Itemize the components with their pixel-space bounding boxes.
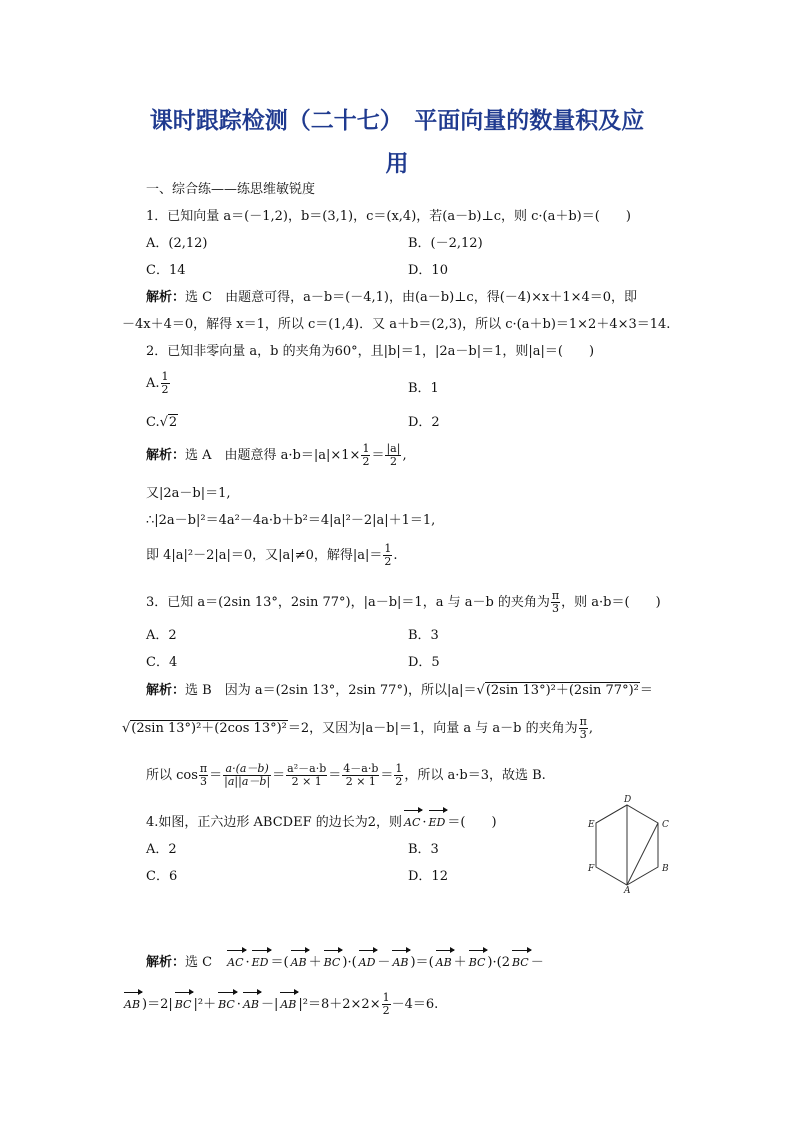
q2-solution-line2: 又|2a－b|＝1, (146, 486, 231, 501)
vector-ed: ED (252, 948, 269, 972)
comma: , (402, 448, 407, 463)
radicand: 2 (168, 415, 178, 430)
numerator: a²－a·b (287, 762, 327, 775)
vector-ab: AB (392, 948, 408, 972)
q3-solution-line2: √(2sin 13°)²＋(2cos 13°)²＝2，又因为|a－b|＝1，向量 a 与 a－b 的夹角为 $\frac{\pi}{3}$ , (122, 715, 593, 741)
solution-label: 解析： (146, 448, 186, 463)
equals: ＝ (639, 683, 653, 698)
denominator: 2 (389, 455, 397, 468)
sq-plus: |²＋ (193, 997, 217, 1012)
q4-solution-line1 (146, 948, 544, 972)
fraction (551, 590, 560, 615)
segment-ed (596, 805, 627, 823)
fraction (385, 443, 401, 468)
two-paren: ·(2 (492, 955, 510, 970)
q2-c-prefix: C. (146, 415, 160, 430)
dot: · (422, 815, 427, 830)
q3-sol2-text: ＝2，又因为|a－b|＝1，向量 a 与 a－b 的夹角为 (287, 721, 578, 736)
comma: , (588, 721, 593, 736)
paren: ( (351, 955, 357, 970)
paren: ( (428, 955, 434, 970)
q3-sol1-text: 选 B 因为 a＝(2sin 13°，2sin 77°)，所以|a|＝ (185, 683, 477, 698)
q4-stem (146, 808, 497, 832)
denominator: 2 × 1 (345, 775, 376, 788)
vector-bc: BC (175, 990, 192, 1014)
paren: ) (487, 955, 493, 970)
numerator: 1 (384, 542, 392, 555)
vector-ab: AB (243, 990, 259, 1014)
equals: ＝ (415, 955, 429, 970)
fraction (579, 716, 588, 741)
q2-sol4-text: 即 4|a|²－2|a|＝0，又|a|≠0，解得|a|＝ (146, 548, 383, 563)
label-a: A (624, 886, 631, 893)
vector-ad: AD (359, 948, 376, 972)
fraction (342, 763, 379, 788)
radicand: (2sin 13°)²＋(2sin 77°)² (485, 683, 639, 698)
sq-end: |²＝8＋2×2× (298, 997, 381, 1012)
numerator: π (579, 715, 587, 728)
fraction (383, 543, 392, 568)
q4-solution-line2 (122, 990, 438, 1017)
label-d: D (624, 795, 632, 805)
q1-solution-line2: －4x＋4＝0，解得 x＝1，所以 c＝(1,4)．又 a＋b＝(2,3)，所以 c·(a＋b)＝1×2＋4×3＝14. (122, 317, 671, 332)
numerator: π (199, 762, 208, 775)
q3-option-b: B．3 (408, 628, 439, 643)
equals: ＝ (270, 955, 284, 970)
q4-stem-tail: ＝( ) (447, 815, 497, 830)
fraction (161, 371, 170, 396)
q2-sol-text: 选 A 由题意得 a·b＝|a|×1× (185, 448, 361, 463)
vector-ab: AB (291, 948, 307, 972)
q1-option-b: B．(－2,12) (408, 236, 483, 251)
vector-ab: AB (436, 948, 452, 972)
solution-label: 解析： (146, 955, 186, 970)
q4-option-a: A．2 (146, 842, 177, 857)
q4-sol2-text: )＝2| (142, 997, 173, 1012)
numerator: 1 (395, 762, 403, 775)
q3-stem (146, 590, 661, 615)
q3-option-c: C．4 (146, 655, 178, 670)
denominator: 2 × 1 (291, 775, 322, 788)
denominator: 3 (200, 775, 208, 788)
dot: · (347, 955, 352, 970)
period: . (393, 548, 398, 563)
numerator: π (551, 589, 560, 602)
hexagon-figure (585, 793, 677, 893)
label-c: C (662, 820, 669, 830)
denominator: 2 (362, 455, 370, 468)
denominator: |a||a－b| (224, 775, 271, 788)
q4-sol-tail: －4＝6. (391, 997, 439, 1012)
vector-ab: AB (280, 990, 296, 1014)
q1-option-c: C．14 (146, 263, 186, 278)
denominator: 3 (579, 728, 587, 741)
radicand: (2sin 13°)²＋(2cos 13°)² (131, 721, 287, 736)
plus: ＋ (453, 955, 467, 970)
q2-option-a (146, 371, 171, 396)
fraction (394, 763, 403, 788)
q3-sol3-tail: ，所以 a·b＝3，故选 B. (404, 768, 546, 783)
fraction (223, 763, 271, 788)
q4-choice: 选 C (185, 955, 213, 970)
numerator: 4－a·b (343, 762, 379, 775)
fraction (382, 992, 391, 1017)
q2-solution-line3: ∴|2a－b|²＝4a²－4a·b＋b²＝4|a|²－2|a|＋1＝1, (146, 513, 436, 528)
numerator: 1 (161, 370, 169, 383)
cos-label: 所以 cos (146, 768, 198, 783)
solution-label: 解析： (146, 290, 186, 305)
solution-label: 解析： (146, 683, 186, 698)
plus: ＋ (308, 955, 322, 970)
q3-option-a: A．2 (146, 628, 177, 643)
paren: ) (410, 955, 416, 970)
q2-solution-line4 (146, 543, 398, 568)
page-title-cont: 用 (385, 151, 409, 177)
denominator: 3 (552, 602, 560, 615)
numerator: |a| (386, 442, 401, 455)
q3-solution-line1: 解析：选 B 因为 a＝(2sin 13°，2sin 77°)，所以|a|＝√(2sin 13°)²＋(2sin 77°)²＝ (146, 683, 653, 698)
vector-bc: BC (218, 990, 235, 1014)
q1-solution-line1 (146, 289, 637, 307)
denominator: 2 (384, 555, 392, 568)
q2-option-c: C.√2 (146, 415, 178, 430)
numerator: a·(a－b) (223, 763, 271, 776)
vector-bc: BC (469, 948, 486, 972)
q2-option-b: B．1 (408, 381, 439, 396)
denominator: 2 (382, 1004, 390, 1017)
vector-ed: ED (429, 808, 446, 832)
q4-option-c: C．6 (146, 869, 178, 884)
dot: · (245, 955, 250, 970)
vector-ac: AC (227, 948, 243, 972)
paren: ) (342, 955, 348, 970)
page-title: 课时跟踪检测（二十七） 平面向量的数量积及应 (149, 108, 645, 134)
fraction (199, 763, 208, 788)
label-b: B (662, 864, 669, 874)
denominator: 2 (395, 775, 403, 788)
denominator: 2 (161, 383, 169, 396)
section-heading: 一、综合练——练思维敏锐度 (146, 182, 316, 197)
q2-option-d: D．2 (408, 415, 440, 430)
minus: － (530, 955, 544, 970)
dot: · (236, 997, 241, 1012)
q2-solution-line1 (146, 443, 407, 468)
q4-option-b: B．3 (408, 842, 439, 857)
q3-stem-tail: ，则 a·b＝( ) (561, 595, 661, 610)
label-e: E (588, 820, 595, 830)
label-f: F (588, 864, 595, 874)
numerator: 1 (382, 991, 390, 1004)
fraction (286, 763, 327, 788)
equals: ＝ (371, 448, 385, 463)
q2-stem: 2．已知非零向量 a，b 的夹角为60°，且|b|＝1，|2a－b|＝1，则|a|＝( ) (146, 344, 595, 359)
minus: － (377, 955, 391, 970)
q1-solution-text: 选 C 由题意可得，a－b＝(－4,1)，由(a－b)⊥c，得(－4)×x＋1×4＝0，即 (185, 290, 638, 305)
q3-stem-text: 3．已知 a＝(2sin 13°，2sin 77°)，|a－b|＝1，a 与 a－b 的夹角为 (146, 595, 550, 610)
q4-stem-text: 4.如图，正六边形 ABCDEF 的边长为2，则 (146, 815, 403, 830)
fraction (361, 443, 370, 468)
q1-option-a: A．(2,12) (146, 236, 208, 251)
vector-bc: BC (324, 948, 341, 972)
numerator: 1 (362, 442, 370, 455)
vector-ab: AB (124, 990, 140, 1014)
paren: ( (283, 955, 289, 970)
q4-option-d: D．12 (408, 869, 448, 884)
q1-stem: 1．已知向量 a＝(－1,2)，b＝(3,1)，c＝(x,4)，若(a－b)⊥c，则 c·(a＋b)＝( ) (146, 209, 631, 224)
q1-option-d: D．10 (408, 263, 448, 278)
q3-option-d: D．5 (408, 655, 440, 670)
minus-bar: －| (260, 997, 279, 1012)
q3-solution-line3: 所以 cos $\frac{\pi}{3}$ ＝ $\frac{a\cdot(a-b)}{|a||a-b|}$ ＝ $\frac{\text{a²－a·b}}{2 \times 1}$ ＝ $\frac{4-a\cdot b}{2 \times 1}$ ＝ $\frac{1}{2}$ ，所以 a·b＝3，故选 B. (146, 762, 546, 788)
vector-ac: AC (404, 808, 420, 832)
vector-bc: BC (512, 948, 529, 972)
q2-a-prefix: A. (146, 376, 160, 391)
